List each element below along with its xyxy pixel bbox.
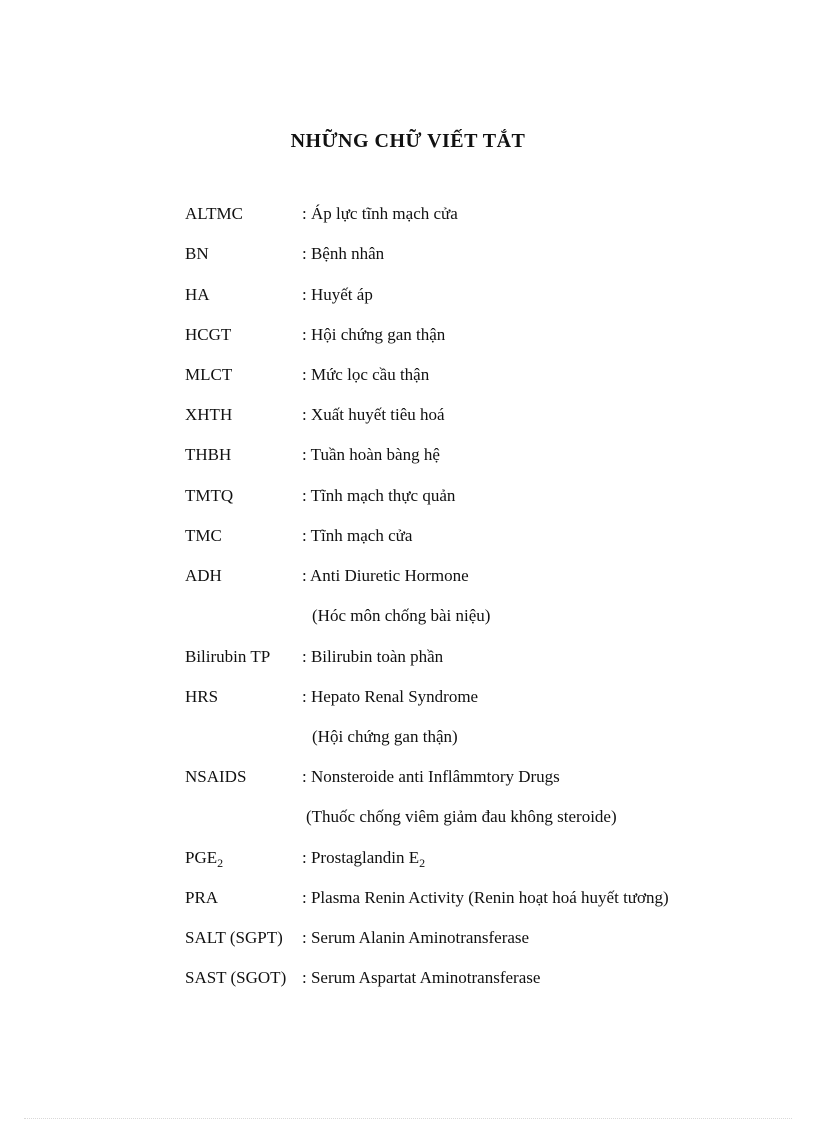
list-item [0, 966, 816, 990]
abbreviation-definition [302, 846, 425, 870]
abbreviation-term [185, 846, 223, 870]
abbreviation-term: SAST (SGOT) [185, 968, 287, 987]
abbreviation-definition: : Xuất huyết tiêu hoá [302, 405, 445, 424]
abbreviation-definition: : Mức lọc cầu thận [302, 365, 430, 384]
list-item [0, 323, 816, 347]
abbreviation-term: MLCT [185, 365, 233, 384]
abbreviation-term: BN [185, 244, 209, 263]
list-item [0, 846, 816, 870]
term-subscript: 2 [217, 856, 224, 870]
abbreviation-definition: : Áp lực tĩnh mạch cửa [302, 204, 458, 223]
abbreviation-term: ADH [185, 566, 222, 585]
abbreviation-definition: : Huyết áp [302, 285, 373, 304]
abbreviation-definition: : Tĩnh mạch cửa [302, 526, 413, 545]
list-item [0, 484, 816, 508]
list-item [0, 886, 816, 910]
abbreviation-definition: : Tuần hoàn bàng hệ [302, 445, 440, 464]
abbreviation-term: HRS [185, 687, 219, 706]
definition-base: : Prostaglandin E [302, 848, 420, 867]
list-item [0, 202, 816, 226]
abbreviation-definition-note: (Hội chứng gan thận) [312, 727, 458, 746]
list-item [0, 685, 816, 709]
abbreviation-term: TMC [185, 526, 222, 545]
abbreviation-term: TMTQ [185, 486, 234, 505]
page-bottom-divider [24, 1118, 792, 1119]
abbreviation-definition: : Bệnh nhân [302, 244, 385, 263]
list-item [0, 645, 816, 669]
abbreviation-term: HCGT [185, 325, 232, 344]
list-item-continuation [0, 604, 816, 628]
abbreviation-definition: : Hepato Renal Syndrome [302, 687, 479, 706]
abbreviation-definition: : Tĩnh mạch thực quản [302, 486, 456, 505]
abbreviation-term: THBH [185, 445, 232, 464]
abbreviation-term: XHTH [185, 405, 233, 424]
abbreviation-term: ALTMC [185, 204, 243, 223]
abbreviation-definition: : Nonsteroide anti Inflâmmtory Drugs [302, 767, 560, 786]
list-item-continuation [0, 725, 816, 749]
abbreviation-definition: : Serum Aspartat Aminotransferase [302, 968, 541, 987]
abbreviation-term: Bilirubin TP [185, 647, 271, 666]
list-item [0, 283, 816, 307]
abbreviation-definition: : Hội chứng gan thận [302, 325, 446, 344]
list-item-continuation [0, 805, 816, 829]
abbreviation-definition: : Anti Diuretic Hormone [302, 566, 469, 585]
page-title: NHỮNG CHỮ VIẾT TẮT [290, 130, 526, 152]
list-item [0, 926, 816, 950]
abbreviation-definition: : Serum Alanin Aminotransferase [302, 928, 530, 947]
list-item [0, 524, 816, 548]
term-base: PGE [185, 848, 218, 867]
list-item [0, 564, 816, 588]
list-item [0, 765, 816, 789]
list-item [0, 363, 816, 387]
abbreviation-term: HA [185, 285, 210, 304]
abbreviation-term: NSAIDS [185, 767, 247, 786]
abbreviation-definition: : Plasma Renin Activity (Renin hoạt hoá huyết tương) [302, 888, 669, 907]
abbreviation-term: SALT (SGPT) [185, 928, 283, 947]
abbreviation-term: PRA [185, 888, 219, 907]
definition-subscript: 2 [419, 856, 426, 870]
list-item [0, 242, 816, 266]
abbreviation-definition-note: (Thuốc chống viêm giảm đau không steroide) [306, 807, 617, 826]
abbreviation-definition: : Bilirubin toàn phần [302, 647, 444, 666]
list-item [0, 403, 816, 427]
list-item [0, 443, 816, 467]
abbreviation-definition-note: (Hóc môn chống bài niệu) [312, 606, 491, 625]
